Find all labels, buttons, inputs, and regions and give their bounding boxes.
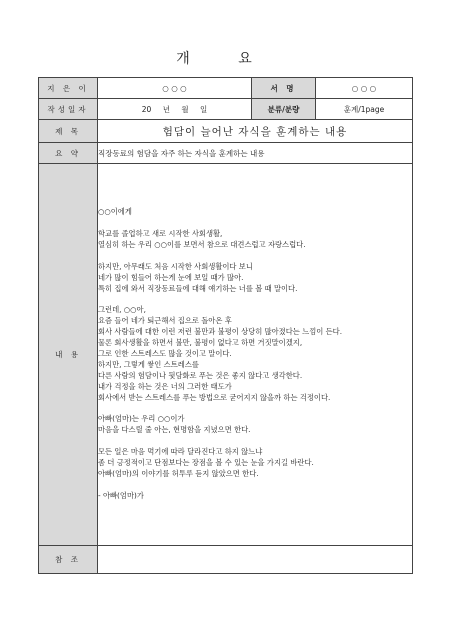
letter-line bbox=[98, 436, 412, 447]
letter-line: 아빠(엄마)는 우리 ○○이가 bbox=[98, 414, 185, 424]
overview-form bbox=[38, 77, 413, 574]
letter-line: 네가 많이 힘들어 하는게 눈에 보일 때가 많아. bbox=[98, 272, 244, 282]
letter-line bbox=[98, 218, 412, 229]
letter-line: 그로 인한 스트레스도 많을 것이고 말이다. bbox=[98, 349, 232, 359]
letter-line: 학교를 졸업하고 새로 시작한 사회생활, bbox=[98, 229, 223, 239]
letter-line: 회사 사람들에 대한 이런 저런 불만과 불평이 상당히 많아졌다는 느낌이 든다. bbox=[98, 327, 343, 337]
summary-row bbox=[39, 143, 413, 164]
letter-lines bbox=[98, 207, 412, 501]
letter-line: 다른 사람의 험담이나 뒷담화로 푸는 것은 좋지 않다고 생각한다. bbox=[98, 370, 303, 380]
content-row bbox=[39, 164, 413, 546]
date-label: 작성일자 bbox=[39, 99, 98, 120]
date-row bbox=[39, 99, 413, 120]
reference-label: 참 조 bbox=[39, 546, 98, 574]
summary-label: 요 약 bbox=[39, 143, 98, 164]
writer-label: 지 은 이 bbox=[39, 78, 98, 99]
document-title: 개 요 bbox=[176, 51, 274, 67]
letter-line: 특히 집에 와서 직장동료들에 대해 얘기하는 너를 볼 때 말이다. bbox=[98, 283, 298, 293]
letter-line: 아빠(엄마)의 이야기를 허투루 듣지 않았으면 한다. bbox=[98, 468, 259, 478]
reference-row bbox=[39, 546, 413, 574]
writer-value: ○ ○ ○ bbox=[98, 78, 252, 99]
letter-line: ○○이에게 bbox=[98, 207, 132, 217]
letter-line: - 아빠(엄마)가 bbox=[98, 490, 144, 500]
subject-label: 제 목 bbox=[39, 120, 98, 143]
date-value: 20 년 월 일 bbox=[98, 99, 252, 120]
letter-line bbox=[98, 404, 412, 415]
letter-line: 회사에서 받는 스트레스를 푸는 방법으로 굳어지지 않을까 하는 걱정이다. bbox=[98, 392, 331, 402]
category-label: 분류/분량 bbox=[252, 99, 316, 120]
subject-value: 험담이 늘어난 자식을 훈계하는 내용 bbox=[98, 120, 413, 143]
writer-row bbox=[39, 78, 413, 99]
summary-value: 직장동료의 험담을 자주 하는 자식을 훈계하는 내용 bbox=[98, 143, 413, 164]
letter-line: 좀 더 긍정적이고 단점보다는 장점을 볼 수 있는 눈을 가지길 바란다. bbox=[98, 458, 314, 468]
letter-line: 하지만, 아무래도 처음 시작한 사회생활이다 보니 bbox=[98, 261, 253, 271]
letter-line: 하지만, 그렇게 쌓인 스트레스를 bbox=[98, 359, 199, 369]
letter-line bbox=[98, 295, 412, 306]
category-value: 훈계/1page bbox=[316, 99, 413, 120]
letter-body bbox=[98, 164, 413, 546]
letter-line: 모든 일은 마음 먹기에 따라 달라진다고 하지 않느냐 bbox=[98, 447, 263, 457]
letter-line: 열심히 하는 우리 ○○이를 보면서 참으로 대견스럽고 자랑스럽다. bbox=[98, 240, 306, 250]
letter-line: 그런데, ○○아, bbox=[98, 305, 146, 315]
content-label: 내 용 bbox=[39, 164, 98, 546]
recipient-label: 서 명 bbox=[252, 78, 316, 99]
letter-line: 물론 회사생활을 하면서 불만, 불평이 없다고 하면 거짓말이겠지, bbox=[98, 338, 303, 348]
letter-line bbox=[98, 251, 412, 262]
letter-line bbox=[98, 480, 412, 491]
reference-value bbox=[98, 546, 413, 574]
letter-line: 내가 걱정을 하는 것은 너의 그러한 태도가 bbox=[98, 381, 232, 391]
letter-line: 마음을 다스릴 줄 아는, 현명함을 지녔으면 한다. bbox=[98, 425, 251, 435]
subject-row bbox=[39, 120, 413, 143]
letter-line: 요즘 들어 네가 퇴근해서 집으로 돌아온 후 bbox=[98, 316, 232, 326]
recipient-value: ○ ○ ○ bbox=[316, 78, 413, 99]
